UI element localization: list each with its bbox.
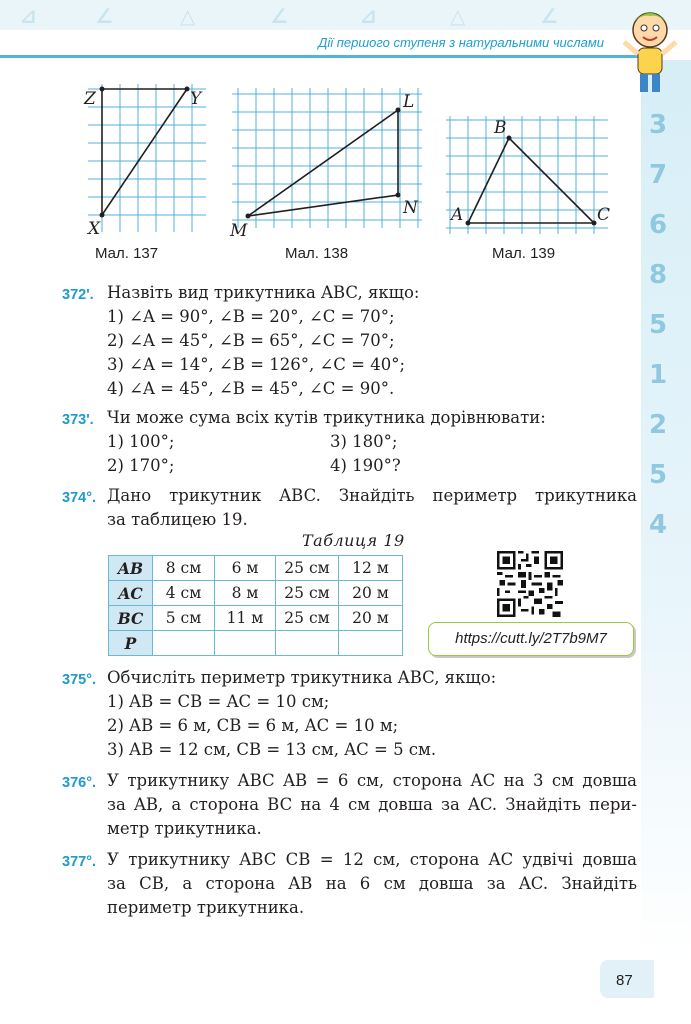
exercise-text-line: У трикутнику ABC CB = 12 см, сторона AC удвічі довша (107, 850, 637, 869)
table-cell: 4 см (153, 581, 215, 606)
qr-code-icon[interactable] (497, 551, 563, 617)
table-cell (339, 631, 403, 656)
resource-link[interactable] (428, 622, 634, 656)
decor-digit: 4 (649, 510, 668, 540)
exercise-task: Обчисліть периметр трикутника ABC, якщо: (107, 668, 497, 687)
resource-link-url[interactable]: https://cutt.ly/2T7b9M7 (455, 630, 607, 647)
decor-digit: 2 (649, 410, 668, 440)
exercise-task: за таблицею 19. (107, 510, 248, 529)
table-row (109, 606, 403, 631)
table-cell: 8 см (153, 556, 215, 581)
decor-digit: ∠ (540, 4, 558, 28)
exercise-number: 374°. (62, 490, 97, 506)
figure-138-caption: Мал. 138 (285, 245, 349, 262)
exercise-task: Назвіть вид трикутника ABC, якщо: (107, 283, 420, 302)
exercise-task: Дано трикутник ABC. Знайдіть периметр трикутника (107, 486, 637, 505)
decor-digit: 5 (649, 310, 668, 340)
table-cell: 20 м (339, 581, 403, 606)
table-cell: 5 см (153, 606, 215, 631)
chapter-title: Дії першого ступеня з натуральними числами (318, 35, 604, 50)
point-label: A (451, 205, 464, 225)
page-number: 87 (616, 972, 633, 989)
table-19 (108, 555, 403, 656)
table-row (109, 556, 403, 581)
exercise-option: 1) ∠A = 90°, ∠B = 20°, ∠C = 70°; (107, 307, 395, 326)
exercise-text-line: за AB, а сторона BC на 4 см довша за AC. Знайдіть пери- (107, 795, 637, 814)
table-cell (276, 631, 339, 656)
point-label: L (403, 92, 415, 112)
exercise-374 (62, 484, 637, 534)
exercise-number: 373'. (62, 412, 94, 428)
table-cell: 25 см (276, 606, 339, 631)
point-label: X (88, 219, 101, 239)
figure-137-caption: Мал. 137 (95, 245, 159, 262)
table-cell: 20 м (339, 606, 403, 631)
decor-digit: 7 (649, 160, 668, 190)
exercise-option: 4) ∠A = 45°, ∠B = 45°, ∠C = 90°. (107, 379, 395, 398)
table-cell: 25 см (276, 581, 339, 606)
table-cell (153, 631, 215, 656)
exercise-option: 2) ∠A = 45°, ∠B = 65°, ∠C = 70°; (107, 331, 395, 350)
right-decor-strip (641, 60, 691, 960)
figure-139 (442, 116, 612, 240)
table-caption: Таблиця 19 (302, 531, 405, 550)
exercise-number: 372'. (62, 287, 94, 303)
decor-digit: △ (180, 4, 196, 28)
point-label: B (494, 118, 507, 138)
exercise-number: 376°. (62, 775, 97, 791)
exercise-option: 2) AB = 6 м, CB = 6 м, AC = 10 м; (107, 716, 399, 735)
table-cell: 8 м (215, 581, 276, 606)
exercise-option: 3) 180°; (330, 432, 398, 451)
decor-digit: ⊿ (20, 4, 37, 28)
table-cell: 12 м (339, 556, 403, 581)
running-header (0, 30, 640, 58)
point-label: C (597, 205, 611, 225)
exercise-377 (62, 848, 637, 922)
table-cell: 6 м (215, 556, 276, 581)
exercise-option: 2) 170°; (107, 456, 175, 475)
table-cell: 11 м (215, 606, 276, 631)
exercise-text-line: за CB, а сторона AB на 6 см довша за AC. Знайдіть (107, 874, 637, 893)
exercise-option: 1) 100°; (107, 432, 175, 451)
point-label: N (403, 198, 418, 218)
page-number-tab (600, 960, 654, 998)
exercise-text-line: У трикутнику ABC AB = 6 см, сторона AC на 3 см довша (107, 771, 637, 790)
decor-digit: ⊿ (360, 4, 377, 28)
table-cell: 25 см (276, 556, 339, 581)
decor-digit: △ (450, 4, 466, 28)
exercise-option: 3) AB = 12 см, CB = 13 см, AC = 5 см. (107, 740, 437, 759)
decor-digit: 5 (649, 460, 668, 490)
row-header: BC (109, 606, 153, 631)
decor-digit: 3 (649, 110, 668, 140)
exercise-text-line: периметр трикутника. (107, 898, 305, 917)
decor-digit: 1 (649, 360, 668, 390)
figure-137 (82, 80, 212, 240)
exercise-373 (62, 406, 637, 480)
decor-digit: ∠ (270, 4, 288, 28)
exercise-number: 377°. (62, 854, 97, 870)
exercise-376 (62, 769, 637, 843)
point-label: Z (84, 89, 96, 109)
exercise-372 (62, 281, 637, 401)
point-label: M (230, 221, 248, 241)
table-row (109, 631, 403, 656)
row-header: AC (109, 581, 153, 606)
row-header: P (109, 631, 153, 656)
exercise-option: 4) 190°? (330, 456, 401, 475)
exercise-option: 3) ∠A = 14°, ∠B = 126°, ∠C = 40°; (107, 355, 406, 374)
exercise-number: 375°. (62, 672, 97, 688)
exercise-text-line: метр трикутника. (107, 819, 262, 838)
top-decor-band (0, 0, 691, 30)
exercise-option: 1) AB = CB = AC = 10 см; (107, 692, 330, 711)
decor-digit: 6 (649, 210, 668, 240)
decor-digit: 8 (649, 260, 668, 290)
exercise-375 (62, 666, 637, 764)
figure-138-labels (228, 88, 428, 248)
figure-139-caption: Мал. 139 (492, 245, 556, 262)
decor-digit: ∠ (95, 4, 113, 28)
row-header: AB (109, 556, 153, 581)
mascot-illustration (620, 2, 680, 98)
table-cell (215, 631, 276, 656)
exercise-task: Чи може сума всіх кутів трикутника дорівнювати: (107, 408, 546, 427)
point-label: Y (190, 89, 202, 109)
table-row (109, 581, 403, 606)
